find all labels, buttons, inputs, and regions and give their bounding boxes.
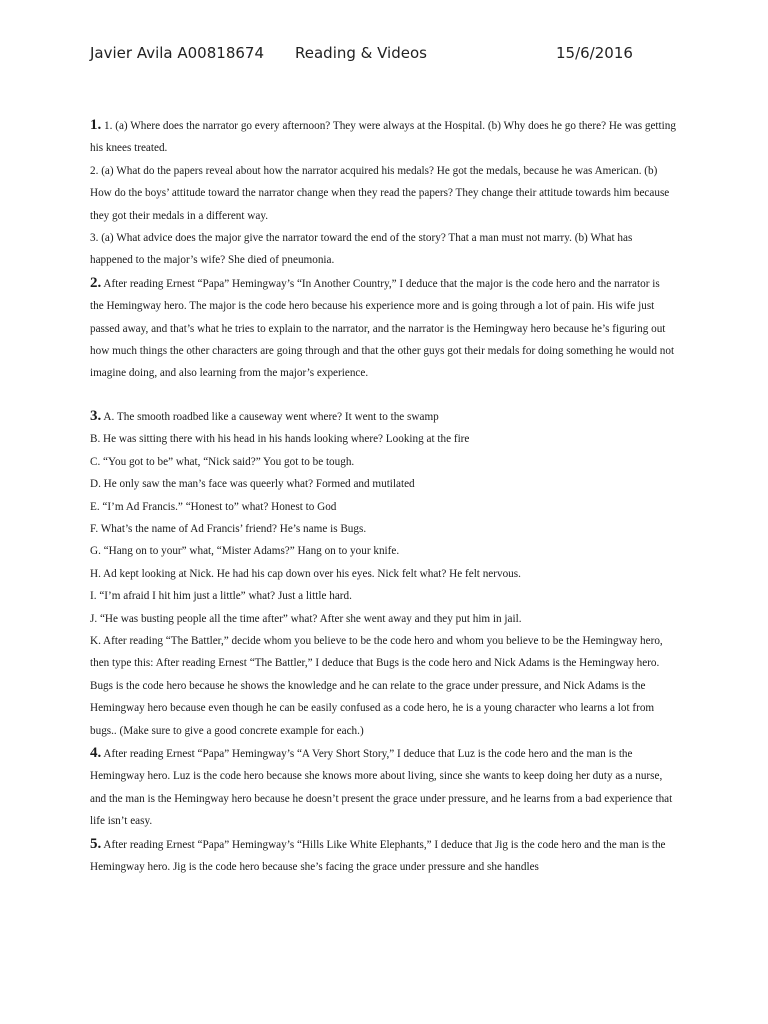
question-text: 1. (a) Where does the narrator go every afternoon? They were always at the Hospital. (b) Why does he go there? He was getting his knees treated. — [90, 120, 676, 155]
section-1-q1 — [90, 114, 676, 160]
section-2 — [90, 272, 676, 385]
section-3-k: K. After reading “The Battler,” decide whom you believe to be the code hero and whom you believe to be the Hemingway hero, then type this: After reading Ernest “The Battler,” I deduce that Bugs is the code hero and Nick Adams is the Hemingway hero. Bugs is the code hero because he shows the knowledge and he can relate to the grace under pressure, and Nick Adams is the Hemingway hero because even though he can be easily confused as a code hero, he is a young character who learns a lot from bugs.. (Make sure to give a good concrete example for each.) — [90, 634, 663, 737]
section-3-e: E. “I’m Ad Francis.” “Honest to” what? Honest to God — [90, 500, 337, 513]
section-number: 3. — [90, 407, 102, 424]
section-3-h: H. Ad kept looking at Nick. He had his cap down over his eyes. Nick felt what? He felt nervous. — [90, 567, 521, 580]
section-3-c: C. “You got to be” what, “Nick said?” You got to be tough. — [90, 455, 355, 468]
section-number: 5. — [90, 835, 102, 852]
section-3-i: I. “I’m afraid I hit him just a little” what? Just a little hard. — [90, 590, 352, 603]
spacer — [90, 385, 676, 405]
section-text: After reading Ernest “Papa” Hemingway’s “In Another Country,” I deduce that the major is the code hero and the narrator is the Hemingway hero. The major is the code hero because his experience more and is going through a lot of pain. His wife just passed away, and that’s what he tries to explain to the narrator, and the narrator is the Hemingway hero because he’s figuring out how much things the other characters are going through and that the other guys got their medals for doing something he would not imagine doing, and also learning from the major’s experience. — [90, 277, 675, 380]
section-3-a — [90, 405, 676, 428]
section-1-q2: 2. (a) What do the papers reveal about how the narrator acquired his medals? He got the medals, because he was American. (b) How do the boys’ attitude toward the narrator change when they read the papers? They change their attitude towards him because they got their medals in a different way. — [90, 164, 670, 222]
section-3-j: J. “He was busting people all the time after” what? After she went away and they put him in jail. — [90, 612, 522, 625]
section-4 — [90, 742, 676, 833]
section-1-q3: 3. (a) What advice does the major give the narrator toward the end of the story? That a man must not marry. (b) What has happened to the major’s wife? She died of pneumonia. — [90, 232, 633, 267]
section-3-b: B. He was sitting there with his head in his hands looking where? Looking at the fire — [90, 433, 470, 446]
section-number: 1. — [90, 117, 102, 133]
section-text: After reading Ernest “Papa” Hemingway’s “A Very Short Story,” I deduce that Luz is the code hero and the man is the Hemingway hero. Luz is the code hero because she knows more about living, since she wants to keep doing her duty as a nurse, and the man is the Hemingway hero because he doesn’t present the grace under pressure, and he learns from a bad experience that life isn’t easy. — [90, 747, 673, 828]
document-title: Reading & Videos — [295, 44, 427, 62]
document-header — [90, 44, 690, 68]
document-body — [90, 114, 676, 878]
section-text: After reading Ernest “Papa” Hemingway’s “Hills Like White Elephants,” I deduce that Jig is the code hero and the man is the Hemingway hero. Jig is the code hero because she’s facing the grace under pressure and she handles — [90, 838, 666, 873]
section-5 — [90, 833, 676, 879]
section-number: 4. — [90, 744, 102, 761]
document-date: 15/6/2016 — [556, 44, 633, 62]
answer-text: A. The smooth roadbed like a causeway went where? It went to the swamp — [101, 410, 439, 423]
section-3-f: F. What’s the name of Ad Francis’ friend? He’s name is Bugs. — [90, 522, 367, 535]
author-name: Javier Avila A00818674 — [90, 44, 264, 62]
section-3-d: D. He only saw the man’s face was queerly what? Formed and mutilated — [90, 478, 415, 491]
section-3-g: G. “Hang on to your” what, “Mister Adams?” Hang on to your knife. — [90, 545, 400, 558]
section-number: 2. — [90, 274, 102, 291]
